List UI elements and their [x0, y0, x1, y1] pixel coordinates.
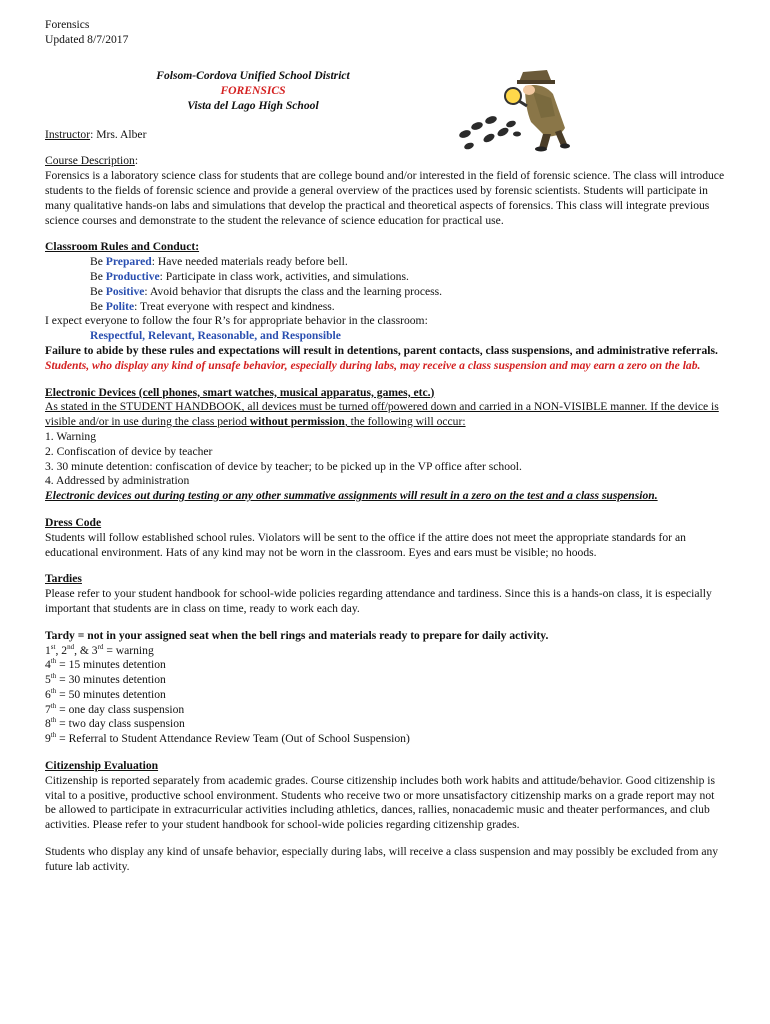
document-page: [45, 18, 725, 875]
tardy-definition: Tardy = not in your assigned seat when the bell rings and materials ready to prepare for daily activity.: [45, 628, 549, 642]
rule-item: Be Productive: Participate in class work, activities, and simulations.: [90, 269, 409, 283]
failure-policy: Failure to abide by these rules and expectations will result in detentions, parent contacts, class suspensions, and administrative referrals. Students, who display any kind of unsafe behavior, especially during labs, may receive a class suspension and may earn a zero on the lab.: [45, 343, 718, 372]
dress-code-body: Students will follow established school rules. Violators will be sent to the office if the attire does not meet the appropriate standards for an educational environment. Hats of any kind may not be worn in the classroom. Eyes and ears must be visible; no hoods.: [45, 530, 686, 559]
tardy-item: 7th = one day class suspension: [45, 701, 185, 716]
rule-item: Be Prepared: Have needed materials ready before bell.: [90, 255, 348, 269]
tardy-item: 8th = two day class suspension: [45, 716, 185, 731]
tardy-item: 6th = 50 minutes detention: [45, 687, 166, 701]
tardies-heading: Tardies: [45, 572, 82, 586]
tardy-item: 5th = 30 minutes detention: [45, 672, 166, 687]
instructor-name: : Mrs. Alber: [90, 127, 147, 141]
course-title: FORENSICS: [220, 84, 286, 97]
tardy-consequences: [45, 644, 725, 748]
expectation-line: I expect everyone to follow the four R’s for appropriate behavior in the classroom:: [45, 314, 428, 328]
electronic-devices-heading: Electronic Devices (cell phones, smart watches, musical apparatus, games, etc.): [45, 385, 435, 399]
citizenship-heading: Citizenship Evaluation: [45, 759, 159, 773]
device-step: 1. Warning: [45, 429, 97, 443]
school-name: Vista del Lago High School: [187, 99, 319, 112]
electronic-devices-intro: As stated in the STUDENT HANDBOOK, all devices must be turned off/powered down and carried in a NON-VISIBLE manner. If the device is visible and/or in use during the class period without permission, the following will occur:: [45, 400, 719, 429]
course-description-heading: Course Description:: [45, 154, 139, 168]
instructor-line: [45, 128, 725, 143]
district-name: Folsom-Cordova Unified School District: [156, 69, 350, 82]
four-rs-line: Respectful, Relevant, Reasonable, and Responsible: [90, 329, 341, 343]
device-step: 4. Addressed by administration: [45, 474, 190, 488]
citizenship-closing: Students who display any kind of unsafe behavior, especially during labs, will receive a class suspension and may possibly be excluded from any future lab activity.: [45, 845, 719, 873]
updated-date: Updated 8/7/2017: [45, 32, 129, 46]
detective-clipart-icon: [455, 68, 570, 152]
testing-policy: Electronic devices out during testing or any other summative assignments will result in a zero on the test and a class suspension.: [45, 489, 658, 503]
tardy-item: 1st, 2nd, & 3rd = warning: [45, 642, 154, 657]
device-step: 2. Confiscation of device by teacher: [45, 444, 213, 458]
tardy-item: 9th = Referral to Student Attendance Review Team (Out of School Suspension): [45, 731, 410, 746]
tardies-body: Please refer to your student handbook for school-wide policies regarding attendance and tardiness. Since this is a hands-on class, it is especially important that students are in class on time, ready to work each day.: [45, 587, 712, 615]
tardy-item: 4th = 15 minutes detention: [45, 657, 166, 672]
subject-line: Forensics: [45, 18, 90, 31]
instructor-label: Instructor: [45, 127, 91, 141]
device-step: 3. 30 minute detention: confiscation of device by teacher; to be picked up in the VP office after school.: [45, 459, 522, 473]
classroom-rules-heading: Classroom Rules and Conduct:: [45, 240, 200, 254]
dress-code-heading: Dress Code: [45, 515, 102, 529]
rules-list: [45, 255, 725, 314]
rule-item: Be Polite: Treat everyone with respect and kindness.: [90, 299, 335, 313]
citizenship-body: Citizenship is reported separately from academic grades. Course citizenship includes both work habits and attitude/behavior. Good citizenship is vital to a positive, productive school environment. Students who receive two or more unsatisfactory citizenship marks on a grade report may not be allowed to participate in extracurricular activities including athletics, dances, rallies, nonacademic music and theater performances, and club activities. Please refer to your student handbook for school-wide policies regarding citizenship grades.: [45, 773, 716, 832]
course-description-body: Forensics is a laboratory science class for students that are college bound and/or interested in the field of forensic science. The class will introduce students to the fields of forensic science and provide a general overview of the practices used by forensic scientists. Students will participate in many qualitative hands-on labs and simulations that develop the practical and theoretical aspects of forensics. This class will integrate previous science courses and demonstrate to the student the relevance of science education for practical use.: [45, 169, 725, 227]
school-header: [93, 68, 413, 113]
rule-item: Be Positive: Avoid behavior that disrupts the class and the learning process.: [90, 284, 443, 298]
